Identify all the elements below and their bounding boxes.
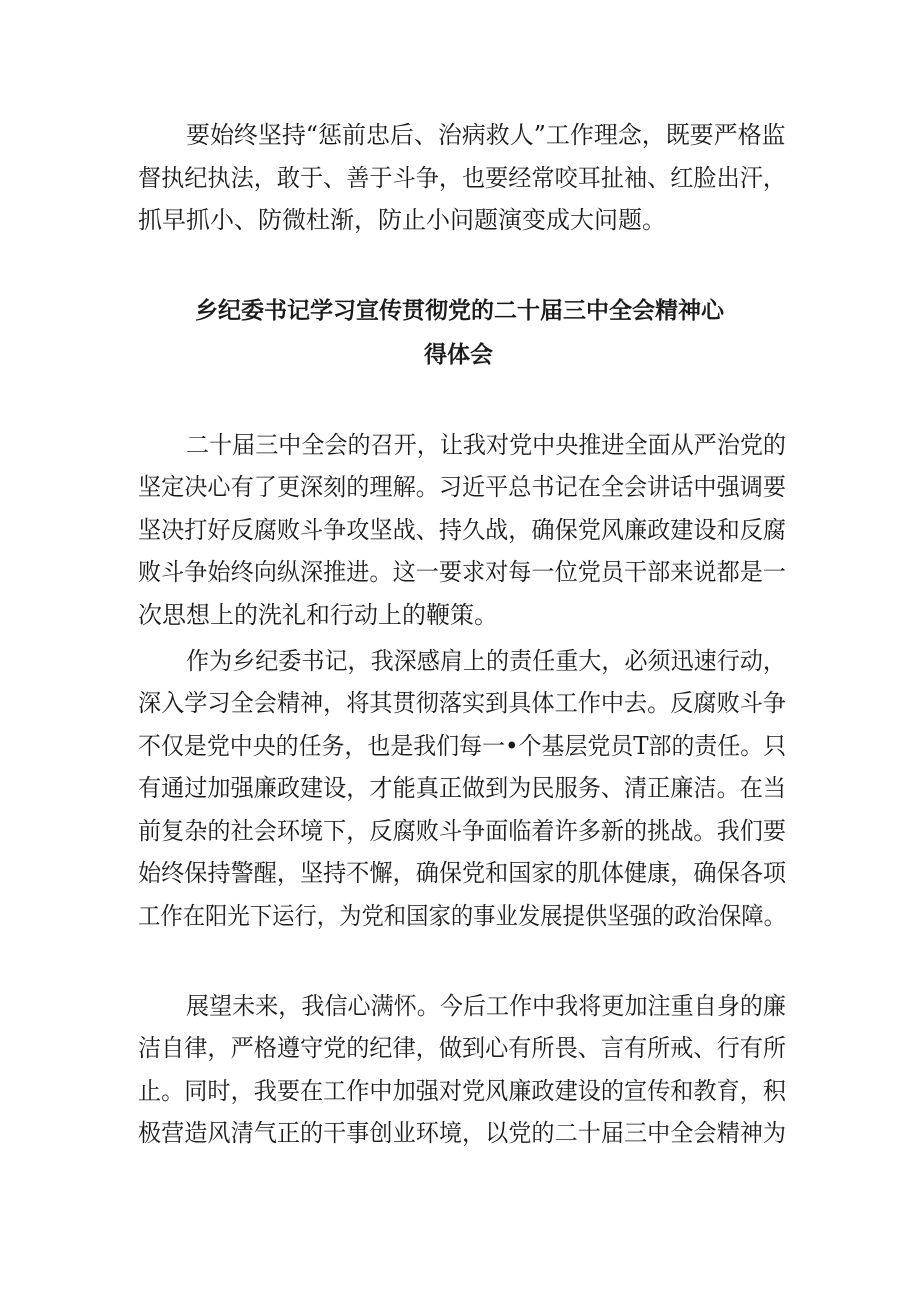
- text-line: 前复杂的社会环境下，反腐败斗争面临着许多新的挑战。我们要: [138, 817, 787, 845]
- text-line: 坚定决心有了更深刻的理解。习近平总书记在全会讲话中强调要: [138, 473, 787, 501]
- text-line: 有通过加强廉政建设，才能真正做到为民服务、清正廉洁。在当: [138, 774, 787, 802]
- text-line: 洁自律，严格遵守党的纪律，做到心有所畏、言有所戒、行有所: [138, 1034, 787, 1062]
- text-line: 极营造风清气正的干事创业环境，以党的二十届三中全会精神为: [138, 1119, 787, 1147]
- text-line: 败斗争始终向纵深推进。这一要求对每一位党员干部来说都是一: [138, 558, 787, 586]
- text-line: 要始终坚持“惩前忠后、治病救人”工作理念，既要严格监: [186, 121, 786, 149]
- title-line: 得体会: [424, 342, 493, 368]
- text-line: 止。同时，我要在工作中加强对党风廉政建设的宣传和教育，积: [138, 1077, 787, 1105]
- text-line: 督执纪执法，敢于、善于斗争，也要经常咬耳扯袖、红脸出汗，: [138, 164, 787, 192]
- text-line: 展望未来，我信心满怀。今后工作中我将更加注重自身的廉: [186, 992, 786, 1020]
- text-line: 次思想上的洗礼和行动上的鞭策。: [138, 601, 498, 629]
- text-line: 二十届三中全会的召开，让我对党中央推进全面从严治党的: [186, 431, 786, 459]
- text-line: 深入学习全会精神，将其贯彻落实到具体工作中去。反腐败斗争: [138, 689, 787, 717]
- title-line: 乡纪委书记学习宣传贯彻党的二十届三中全会精神心: [195, 298, 724, 324]
- text-line: 不仅是党中央的任务，也是我们每一•个基层党员T部的责任。只: [138, 732, 787, 760]
- text-line: 始终保持警醒，坚持不懈，确保党和国家的肌体健康，确保各项: [138, 859, 787, 887]
- text-line: 坚决打好反腐败斗争攻坚战、持久战，确保党风廉政建设和反腐: [138, 516, 787, 544]
- text-line: 工作在阳光下运行，为党和国家的事业发展提供坚强的政治保障。: [138, 902, 786, 930]
- text-line: 抓早抓小、防微杜渐，防止小问题演变成大问题。: [138, 206, 666, 234]
- text-line: 作为乡纪委书记，我深感肩上的责任重大，必须迅速行动，: [186, 647, 786, 675]
